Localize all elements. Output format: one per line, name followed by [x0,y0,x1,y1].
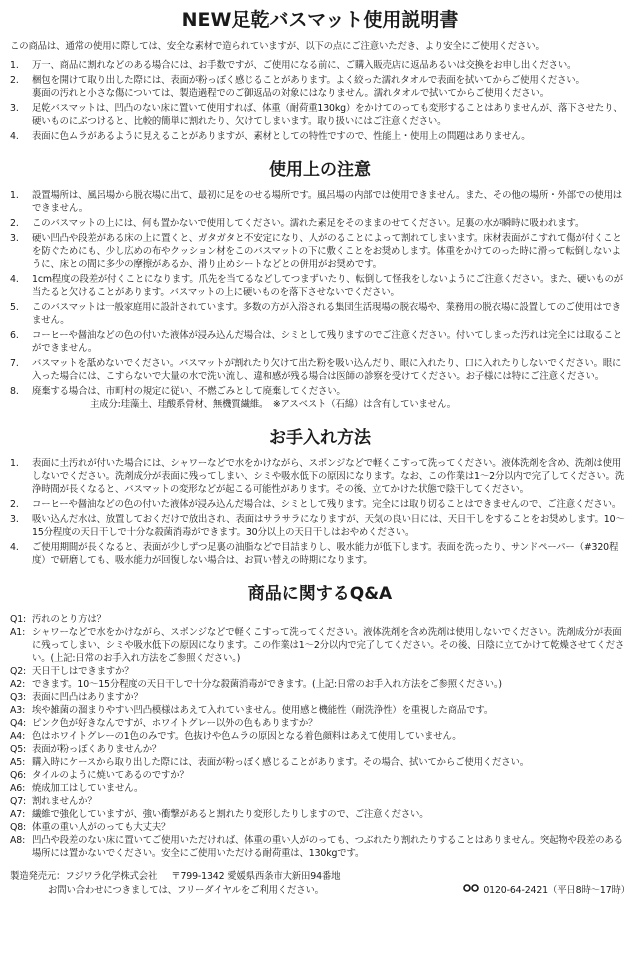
qa-text: 割れませんか？ [32,796,97,807]
qa-tag: A7: [10,809,26,820]
qa-tag: A4: [10,731,26,742]
item-number: 8. [10,386,19,397]
qa-text: できます。10〜15分程度の天日干しで十分な殺菌消毒ができます。(上記:日常のお手入れ方法をご参照ください。) [32,679,502,690]
list-item [10,329,630,355]
list-item [10,59,630,72]
list-item [10,130,630,143]
answer [10,756,630,769]
answer [10,834,630,860]
list-item [10,357,630,383]
qa-text: 繊維で強化していますが、強い衝撃があると割れたり変形したりしますので、ご注意ください。 [32,809,429,820]
qa-tag: Q6: [10,770,27,781]
qa-text: 色はホワイトグレーの1色のみです。色抜けや色ムラの原因となる着色顔料はあえて使用していません。 [32,731,462,742]
item-text: 足乾バスマットは、凹凸のない床に置いて使用すれば、体重（耐荷重130kg）をかけてのっても変形することはありませんが、落下させたり、硬いものにぶつけると、比較的簡単に割れたり、欠けてしまいます。取り扱いにはご注意ください。 [32,103,623,127]
qa-tag: Q2: [10,666,27,677]
question [10,769,630,782]
qa-text: 購入時にケースから取り出した際には、表面が粉っぽく感じることがあります。その場合、拭いてからご使用ください。 [32,757,529,768]
item-number: 6. [10,330,19,341]
qa-text: 凹凸や段差のない床に置いてご使用いただければ、体重の重い人がのっても、つぶれたり割れたりすることはありません。突起物や段差のある場所には置かないでください。安全にご使用いただける耐荷重は、130kgです。 [32,835,623,859]
item-number: 2. [10,218,19,229]
qa-tag: Q3: [10,692,27,703]
answer [10,730,630,743]
item-number: 7. [10,358,19,369]
list-item [10,74,630,100]
qa-text: ピンク色が好きなんですが、ホワイトグレー以外の色もありますか？ [32,718,318,729]
item-text: バスマットを舐めないでください。バスマットが割れたり欠けて出た粉を吸い込んだり、眼に入れたり、口に入れたりしないでください。眼に入った場合には、こすらないで大量の水で洗い流し、違和感が残る場合は医師の診察を受けてください。お子様には特にご注意ください。 [32,358,622,382]
item-text: 表面に色ムラがあるように見えることがありますが、素材としての特性ですので、性能上・使用上の問題はありません。 [32,131,531,142]
item-text: 吸い込んだ水は、放置しておくだけで放出され、表面はサラサラになりますが、天気の良い日には、天日干しをすることをお奨めします。10〜15分程度の天日干しで十分な殺菌消毒ができます。30分以上の天日干しはおやめください。 [32,514,625,538]
question [10,717,630,730]
manual-page [10,0,630,897]
intro-list [10,59,630,143]
qa-text: シャワーなどで水をかけながら、スポンジなどで軽くこすって洗ってください。液体洗剤を含め洗剤は使用しないでください。洗剤成分が表面に残ってしまい、シミや吸水低下の原因になります。この作業は1〜2分以内で完了してください。その後、日陰に立てかけて乾燥させてください。(上記:日常のお手入れ方法をご参照ください。) [32,627,625,664]
list-item [10,301,630,327]
qa-text: 表面に凹凸はありますか？ [32,692,143,703]
item-text: 設置場所は、風呂場から脱衣場に出て、最初に足をのせる場所です。風呂場の内部では使用できません。また、その他の場所・外部での使用はできません。 [32,190,623,214]
item-text: 万一、商品に割れなどのある場合には、お手数ですが、ご使用になる前に、ご購入販売店に返品あるいは交換をお申し出ください。 [32,60,577,71]
list-item [10,102,630,128]
inquiry-text: お問い合わせにつきましては、フリーダイヤルをご利用ください。 [48,885,324,896]
care-list [10,457,630,567]
qa-text: タイルのように焼いてあるのですか？ [32,770,189,781]
care-section [10,427,630,567]
item-text: このバスマットは一般家庭用に設計されています。多数の方が入浴される集団生活現場の脱衣場や、業務用の脱衣場に設置してのご使用はできません。 [32,302,621,326]
item-number: 3. [10,233,19,244]
freedial-icon [463,884,479,892]
item-text: 1cm程度の段差が付くことになります。爪先を当てるなどしてつまずいたり、転倒して怪我をしないようにご注意ください。また、硬いものが当たると欠けることがあります。バスマットの上に硬いものを落下させないでください。 [32,274,624,298]
qa-tag: A6: [10,783,26,794]
item-text: 裏面の汚れと小さな傷については、製造過程でのご御返品の対象にはなりません。濡れタオルで拭いてからご使用ください。 [32,88,549,99]
answer [10,808,630,821]
item-number: 1. [10,60,19,71]
question [10,821,630,834]
question [10,743,630,756]
list-item [10,385,630,411]
qa-title: 商品に関するQ&A [247,584,393,604]
item-text: 梱包を開けて取り出した際には、表面が粉っぽく感じることがあります。よく絞った濡れタオルで表面を拭いてからご使用ください。 [32,75,585,86]
qa-tag: Q1: [10,614,27,625]
answer [10,782,630,795]
item-text: コーヒーや醤油などの色の付いた液体が浸み込んだ場合は、シミとして残りますのでご注意ください。付いてしまった汚れは完全には取ることができません。 [32,330,623,354]
list-item [10,498,630,511]
qa-text: 表面が粉っぽくありませんか？ [32,744,162,755]
list-item [10,273,630,299]
item-number: 4. [10,274,19,285]
qa-list [10,613,630,860]
material-note: 主成分:珪藻土、珪酸系骨材、無機質繊維。 ※アスベスト（石綿）は含有していません。 [90,399,456,410]
footer-row-maker [10,870,630,883]
footer-row-contact [10,884,630,897]
page-title: NEW足乾バスマット使用説明書 [181,9,459,31]
question [10,691,630,704]
list-item [10,189,630,215]
intro-text: この商品は、通常の使用に際しては、安全な素材で造られていますが、以下の点にご注意いただき、より安全にご使用ください。 [10,41,545,52]
item-number: 1. [10,458,19,469]
qa-text: 天日干しはできますか？ [32,666,134,677]
answer [10,678,630,691]
answer [10,704,630,717]
item-number: 4. [10,131,19,142]
list-item [10,513,630,539]
qa-text: 焼成加工はしていません。 [32,783,144,794]
usage-section [10,159,630,411]
item-number: 3. [10,514,19,525]
qa-tag: Q4: [10,718,27,729]
qa-tag: A1: [10,627,26,638]
qa-tag: Q8: [10,822,27,833]
answer [10,626,630,665]
qa-tag: A5: [10,757,26,768]
maker: 製造発売元：フジワラ化学株式会社 [10,871,158,882]
list-item [10,217,630,230]
qa-tag: Q7: [10,796,27,807]
item-text: ご使用期間が長くなると、表面が少しずつ足裏の油脂などで目詰まりし、吸水能力が低下します。表面を洗ったり、サンドペーパー（#320程度）で研磨しても、吸水能力が回復しない場合は、お買い替えの時期になります。 [32,542,619,566]
qa-section [10,583,630,860]
question [10,665,630,678]
phone-number: 0120-64-2421（平日8時〜17時） [483,885,630,896]
question [10,795,630,808]
list-item [10,232,630,271]
item-number: 4. [10,542,19,553]
footer [10,870,630,897]
usage-list [10,189,630,411]
qa-text: 汚れのとり方は？ [32,614,106,625]
qa-tag: A2: [10,679,26,690]
list-item [10,457,630,496]
item-text: 表面に土汚れが付いた場合には、シャワーなどで水をかけながら、スポンジなどで軽くこすって洗ってください。液体洗剤を含め、洗剤は使用しないでください。洗剤成分が表面に残ってしまい、シミや吸水低下の原因になります。なお、この作業は1〜2分以内で完了してください。洗浄時間が長くなると、バスマットの変形などが起こる可能性があります。その後、立てかけた状態で陰干してください。 [32,458,625,495]
item-text: このバスマットの上には、何も置かないで使用してください。濡れた素足をそのままのせてください。足裏の水が瞬時に吸われます。 [32,218,585,229]
item-text: 廃棄する場合は、市町村の規定に従い、不燃ごみとして廃棄してください。 [32,386,346,397]
item-text: コーヒーや醤油などの色の付いた液体が浸み込んだ場合は、シミとして残ります。完全には取り切ることはできませんので、ご注意ください。 [32,499,622,510]
qa-text: 埃や雑菌の溜まりやすい凹凸模様はあえて入れていません。使用感と機能性（耐洗浄性）を重視した商品です。 [32,705,494,716]
address: 〒799-1342 愛媛県西条市大新田94番地 [171,871,341,882]
list-item [10,541,630,567]
item-text: 硬い凹凸や段差がある床の上に置くと、ガタガタと不安定になり、人がのることによって割れてしまいます。床材表面がこすれて傷が付くことを防ぐためにも、少し広めの布やクッション材をこのバスマットの下に敷くことをお奨めします。体重をかけてのった時に滑って転倒しないように、床との間に多少の摩擦があるか、滑り止めシートなどとの併用がお奨めです。 [32,233,622,270]
usage-title: 使用上の注意 [269,160,371,180]
care-title: お手入れ方法 [269,428,371,448]
qa-tag: Q5: [10,744,27,755]
item-number: 1. [10,190,19,201]
question [10,613,630,626]
item-number: 2. [10,75,19,86]
qa-tag: A3: [10,705,26,716]
item-number: 5. [10,302,19,313]
qa-text: 体重の重い人がのっても大丈夫？ [32,822,171,833]
item-number: 3. [10,103,19,114]
item-number: 2. [10,499,19,510]
qa-tag: A8: [10,835,26,846]
